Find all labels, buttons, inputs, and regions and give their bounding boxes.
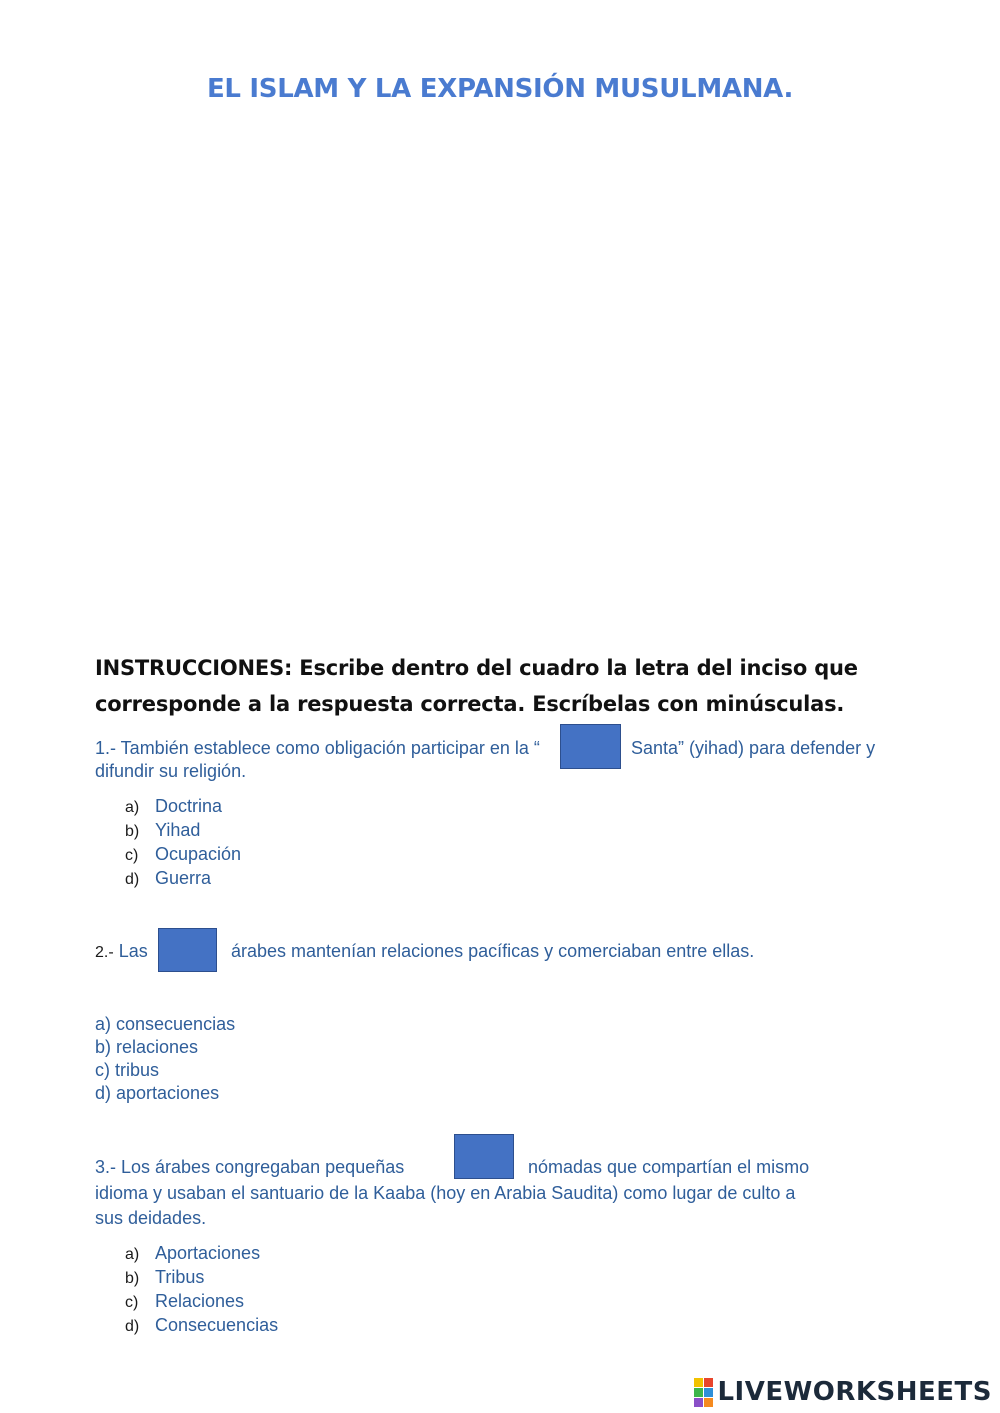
list-item	[125, 1314, 278, 1338]
instructions	[95, 650, 895, 722]
instructions-line-2: corresponde a la respuesta correcta. Escríbelas con minúsculas.	[95, 692, 845, 716]
option-text: Tribus	[155, 1267, 205, 1287]
list-item	[125, 843, 241, 867]
list-item: d) aportaciones	[95, 1083, 220, 1103]
list-item: a) consecuencias	[95, 1014, 236, 1034]
option-letter: c)	[125, 847, 139, 864]
question-1-text-after: Santa” (yihad) para defender y	[631, 738, 876, 758]
list-item: c) tribus	[95, 1060, 160, 1080]
logo-square	[694, 1388, 703, 1397]
option-text: Relaciones	[155, 1291, 245, 1311]
question-3-text-line-3: sus deidades.	[95, 1208, 207, 1228]
question-3-answer-box[interactable]	[454, 1134, 514, 1179]
question-1-text-line-2: difundir su religión.	[95, 761, 247, 781]
question-3-text-line-2: idioma y usaban el santuario de la Kaaba (hoy en Arabia Saudita) como lugar de culto a	[95, 1183, 796, 1203]
option-text: Yihad	[155, 820, 201, 840]
question-2-answer-box[interactable]	[158, 928, 217, 972]
option-letter: a)	[125, 1246, 140, 1263]
option-text: Consecuencias	[155, 1315, 279, 1335]
list-item	[125, 867, 241, 891]
option-letter: b)	[125, 823, 140, 840]
option-text: Ocupación	[155, 844, 242, 864]
option-text: Doctrina	[155, 796, 223, 816]
logo-square	[694, 1378, 703, 1387]
question-1-answer-box[interactable]	[560, 724, 621, 769]
question-3-text-after: nómadas que compartían el mismo	[528, 1157, 810, 1177]
brand-name: LIVEWORKSHEETS	[717, 1377, 992, 1407]
question-2-stem	[95, 939, 148, 965]
option-letter: c)	[125, 1294, 139, 1311]
instructions-line-1: INSTRUCCIONES: Escribe dentro del cuadro la letra del inciso que	[95, 656, 858, 680]
list-item	[125, 1290, 278, 1314]
logo-square	[704, 1398, 713, 1407]
question-3-text-before: 3.- Los árabes congregaban pequeñas	[95, 1157, 405, 1177]
option-letter: b)	[125, 1270, 140, 1287]
question-2-text-before: Las	[118, 941, 148, 961]
page-title: EL ISLAM Y LA EXPANSIÓN MUSULMANA.	[206, 74, 794, 104]
question-3-options	[125, 1242, 278, 1338]
logo-mark-icon	[694, 1378, 713, 1407]
option-letter: d)	[125, 871, 140, 888]
list-item	[125, 1266, 278, 1290]
logo-square	[704, 1388, 713, 1397]
liveworksheets-logo	[694, 1377, 992, 1407]
logo-square	[694, 1398, 703, 1407]
question-1-text-before: 1.- También establece como obligación participar en la “	[95, 738, 540, 758]
option-text: Aportaciones	[155, 1243, 261, 1263]
question-2-text-after: árabes mantenían relaciones pacíficas y comerciaban entre ellas.	[231, 941, 755, 961]
option-letter: d)	[125, 1318, 140, 1335]
list-item	[125, 819, 241, 843]
list-item	[125, 795, 241, 819]
list-item: b) relaciones	[95, 1037, 199, 1057]
option-letter: a)	[125, 799, 140, 816]
logo-square	[704, 1378, 713, 1387]
question-2-number: 2.-	[95, 944, 114, 961]
option-text: Guerra	[155, 868, 212, 888]
question-1-options	[125, 795, 241, 891]
question-2-options	[95, 1013, 235, 1105]
list-item	[125, 1242, 278, 1266]
